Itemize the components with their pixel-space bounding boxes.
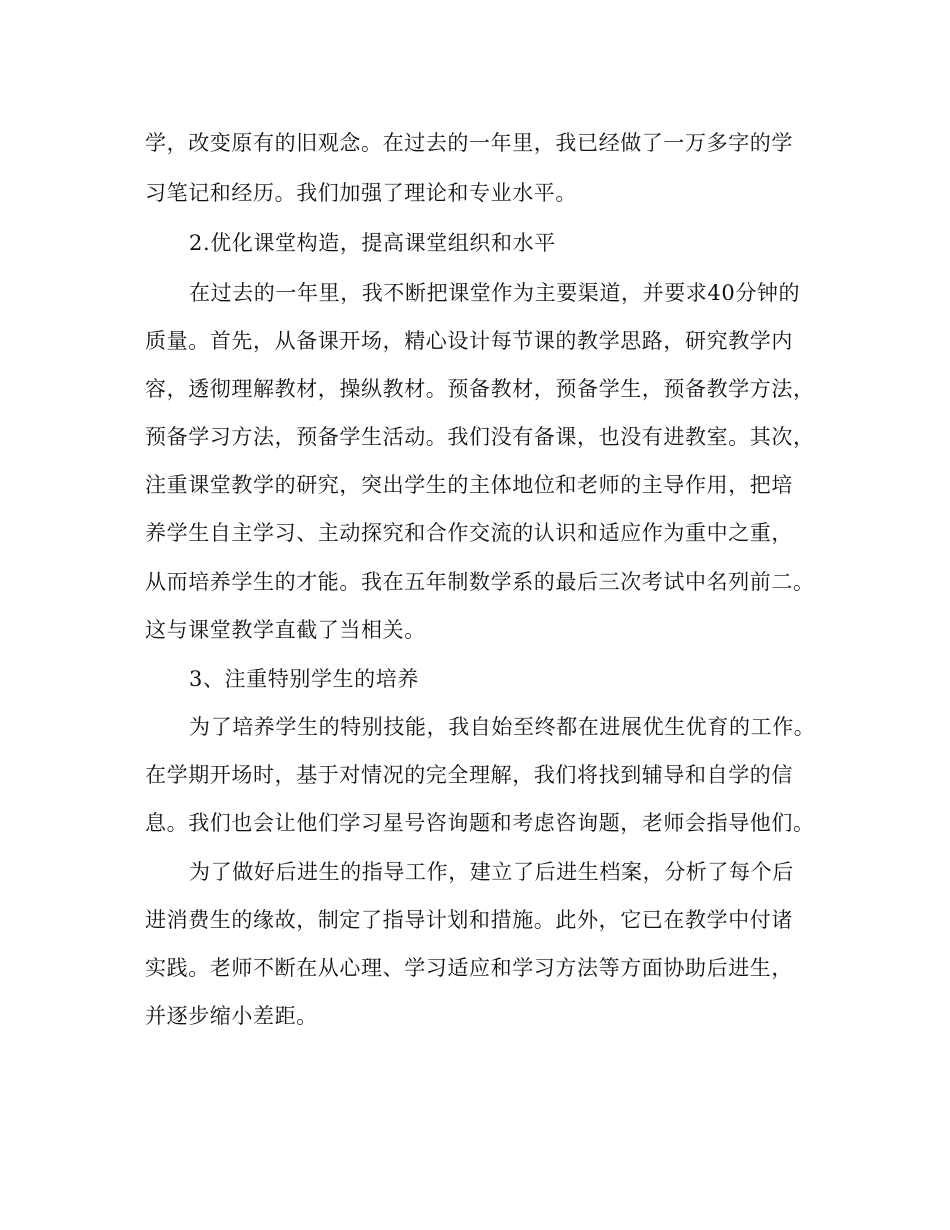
text-line-14: 在学期开场时，基于对情况的完全理解，我们将找到辅导和自学的信 bbox=[145, 763, 793, 787]
text-line-9: 养学生自主学习、主动探究和合作交流的认识和适应作为重中之重， bbox=[145, 521, 793, 545]
text-line-18: 实践。老师不断在从心理、学习适应和学习方法等方面协助后进生， bbox=[145, 956, 793, 980]
text-line-15: 息。我们也会让他们学习星号咨询题和考虑咨询题，老师会指导他们。 bbox=[145, 811, 815, 835]
text-line-8: 注重课堂教学的研究，突出学生的主体地位和老师的主导作用，把培 bbox=[145, 473, 793, 497]
text-line-19: 并逐步缩小差距。 bbox=[145, 1004, 318, 1028]
text-line-6: 容，透彻理解教材，操纵教材。预备教材，预备学生，预备教学方法， bbox=[145, 377, 815, 401]
section-heading-3: 3、注重特别学生的培养 bbox=[189, 667, 419, 691]
text-line-11: 这与课堂教学直截了当相关。 bbox=[145, 618, 426, 642]
text-line-5: 质量。首先，从备课开场，精心设计每节课的教学思路，研究教学内 bbox=[145, 329, 793, 353]
section-heading-2: 2.优化课堂构造，提高课堂组织和水平 bbox=[189, 231, 556, 255]
text-line-2: 习笔记和经历。我们加强了理论和专业水平。 bbox=[145, 181, 577, 205]
text-line-10: 从而培养学生的才能。我在五年制数学系的最后三次考试中名列前二。 bbox=[145, 570, 815, 594]
text-line-7: 预备学习方法，预备学生活动。我们没有备课，也没有进教室。其次， bbox=[145, 425, 815, 449]
text-line-1: 学，改变原有的旧观念。在过去的一年里，我已经做了一万多字的学 bbox=[145, 131, 793, 155]
text-line-17: 进消费生的缘故，制定了指导计划和措施。此外，它已在教学中付诸 bbox=[145, 908, 793, 932]
text-line-13: 为了培养学生的特别技能，我自始至终都在进展优生优育的工作。 bbox=[189, 715, 816, 739]
text-line-4: 在过去的一年里，我不断把课堂作为主要渠道，并要求40分钟的 bbox=[189, 281, 801, 305]
text-line-16: 为了做好后进生的指导工作，建立了后进生档案，分析了每个后 bbox=[189, 860, 794, 884]
